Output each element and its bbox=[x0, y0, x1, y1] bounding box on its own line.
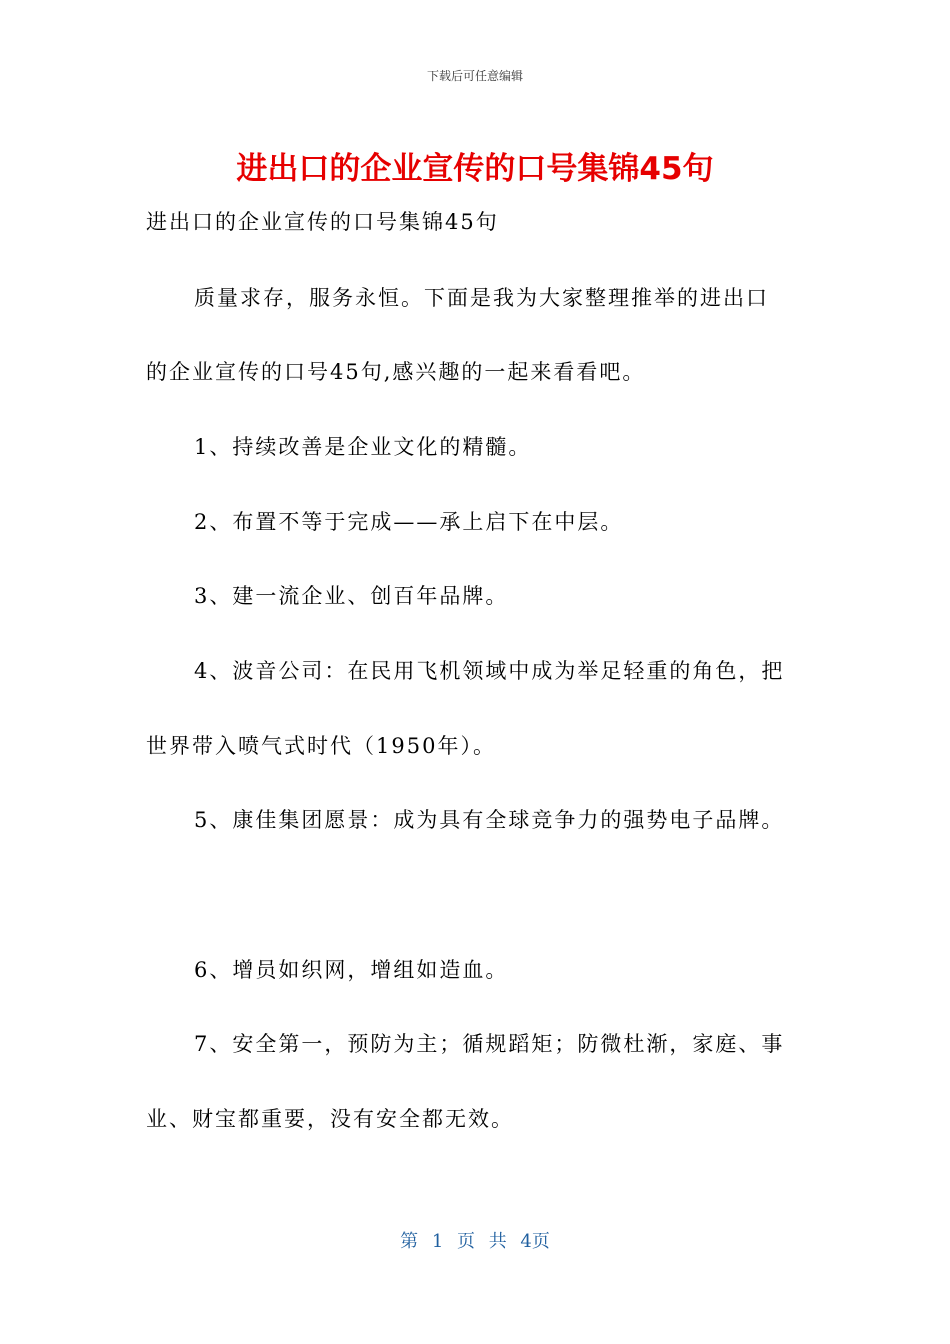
list-item-5: 5、康佳集团愿景：成为具有全球竞争力的强势电子品牌。 bbox=[194, 808, 785, 832]
list-item-1: 1、持续改善是企业文化的精髓。 bbox=[194, 435, 532, 459]
subtitle-line: 进出口的企业宣传的口号集锦45句 bbox=[146, 210, 499, 234]
intro-line-1: 质量求存，服务永恒。下面是我为大家整理推举的进出口 bbox=[194, 286, 769, 310]
list-item-7-line-2: 业、财宝都重要，没有安全都无效。 bbox=[146, 1107, 514, 1131]
page-footer: 第 1 页 共 4页 bbox=[400, 1231, 550, 1252]
list-item-4-line-1: 4、波音公司：在民用飞机领域中成为举足轻重的角色，把 bbox=[194, 659, 785, 683]
list-item-4-line-2: 世界带入喷气式时代（1950年）。 bbox=[146, 734, 496, 758]
list-item-7-line-1: 7、安全第一，预防为主；循规蹈矩；防微杜渐，家庭、事 bbox=[194, 1032, 785, 1056]
document-title: 进出口的企业宣传的口号集锦45句 bbox=[236, 151, 714, 187]
list-item-6: 6、增员如织网，增组如造血。 bbox=[194, 958, 509, 982]
header-note: 下载后可任意编辑 bbox=[426, 69, 523, 83]
list-item-2: 2、布置不等于完成——承上启下在中层。 bbox=[194, 510, 624, 534]
intro-line-2: 的企业宣传的口号45句,感兴趣的一起来看看吧。 bbox=[146, 360, 646, 384]
list-item-3: 3、建一流企业、创百年品牌。 bbox=[194, 584, 509, 608]
